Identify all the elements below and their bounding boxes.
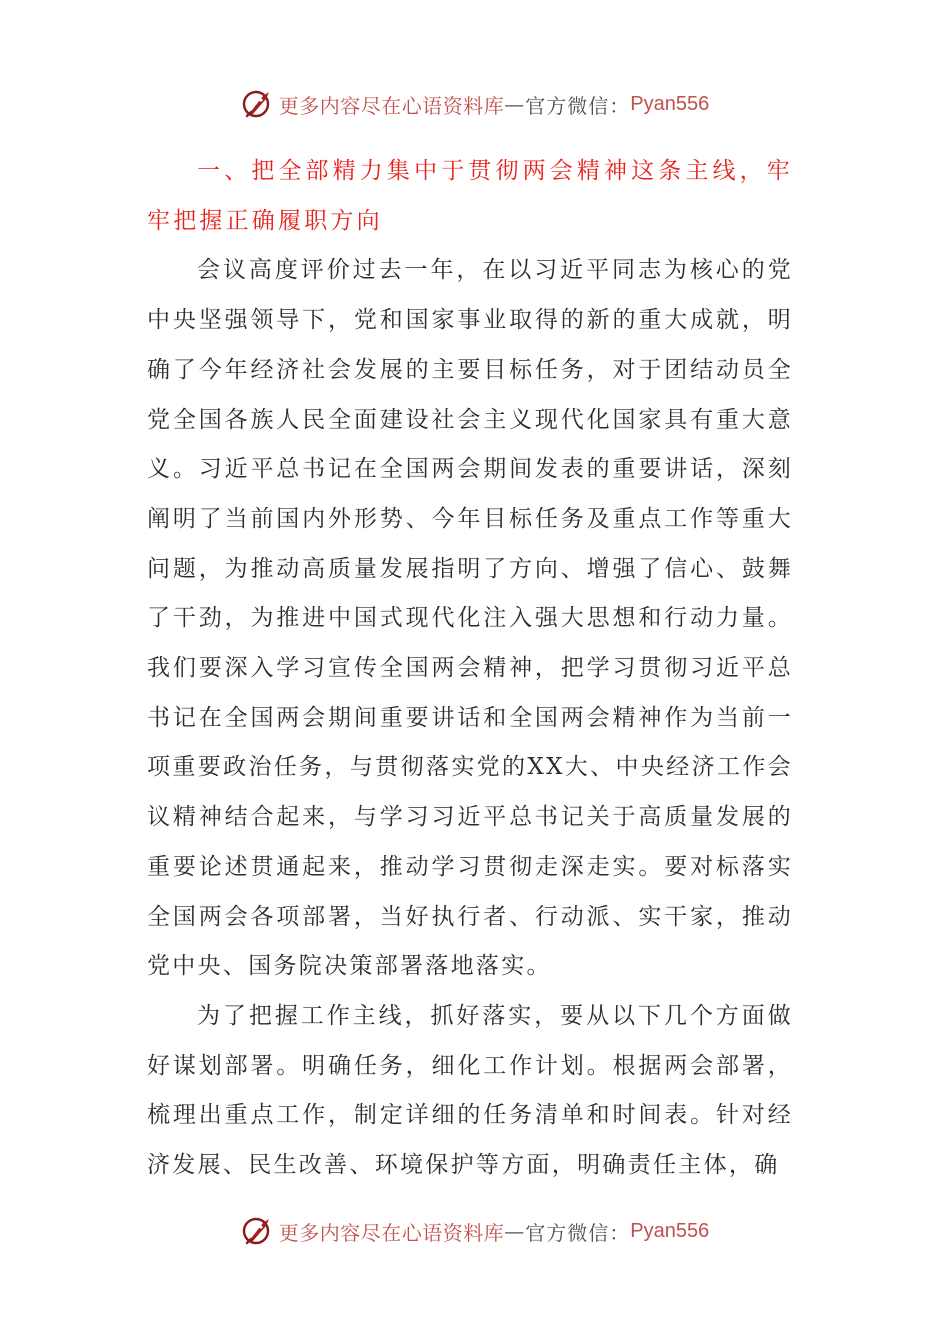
banner-wechat-label: 官方微信： (525, 1220, 631, 1245)
body-paragraph-1: 会议高度评价过去一年，在以习近平同志为核心的党中央坚强领导下，党和国家事业取得的新的重大成就，明确了今年经济社会发展的主要目标任务，对于团结动员全党全国各族人民全面建设社会主义现代化国家具有重大意义。习近平总书记在全国两会期间发表的重要讲话，深刻阐明了当前国内外形势、今年目标任务及重点工作等重大问题，为推动高质量发展指明了方向、增强了信心、鼓舞了干劲，为推进中国式现代化注入强大思想和行动力量。我们要深入学习宣传全国两会精神，把学习贯彻习近平总书记在全国两会期间重要讲话和全国两会精神作为当前一项重要政治任务，与贯彻落实党的XX大、中央经济工作会议精神结合起来，与学习习近平总书记关于高质量发展的重要论述贯通起来，推动学习贯彻走深走实。要对标落实全国两会各项部署，当好执行者、行动派、实干家，推动党中央、国务院决策部署落地落实。 (147, 257, 793, 980)
document-body (147, 147, 793, 1191)
body-paragraph-2: 为了把握工作主线，抓好落实，要从以下几个方面做好谋划部署。明确任务，细化工作计划。根据两会部署，梳理出重点工作，制定详细的任务清单和时间表。针对经济发展、民生改善、环境保护等方面，明确责任主体，确 (147, 1002, 793, 1179)
pen-nib-logo-icon (241, 87, 275, 121)
banner-wechat-label: 官方微信： (525, 93, 631, 118)
banner-site-name: 更多内容尽在心语资料库 (278, 93, 505, 118)
banner-dash: — (504, 1219, 526, 1243)
footer-banner (0, 1211, 950, 1251)
banner-wechat-id: Pyan556 (630, 1219, 710, 1242)
pen-nib-logo-icon (241, 1214, 275, 1248)
banner-wechat-id: Pyan556 (630, 92, 710, 115)
banner-dash: — (504, 92, 526, 116)
header-banner (0, 84, 950, 124)
section-heading: 一、把全部精力集中于贯彻两会精神这条主线，牢牢把握正确履职方向 (147, 158, 793, 234)
banner-site-name: 更多内容尽在心语资料库 (278, 1220, 505, 1245)
